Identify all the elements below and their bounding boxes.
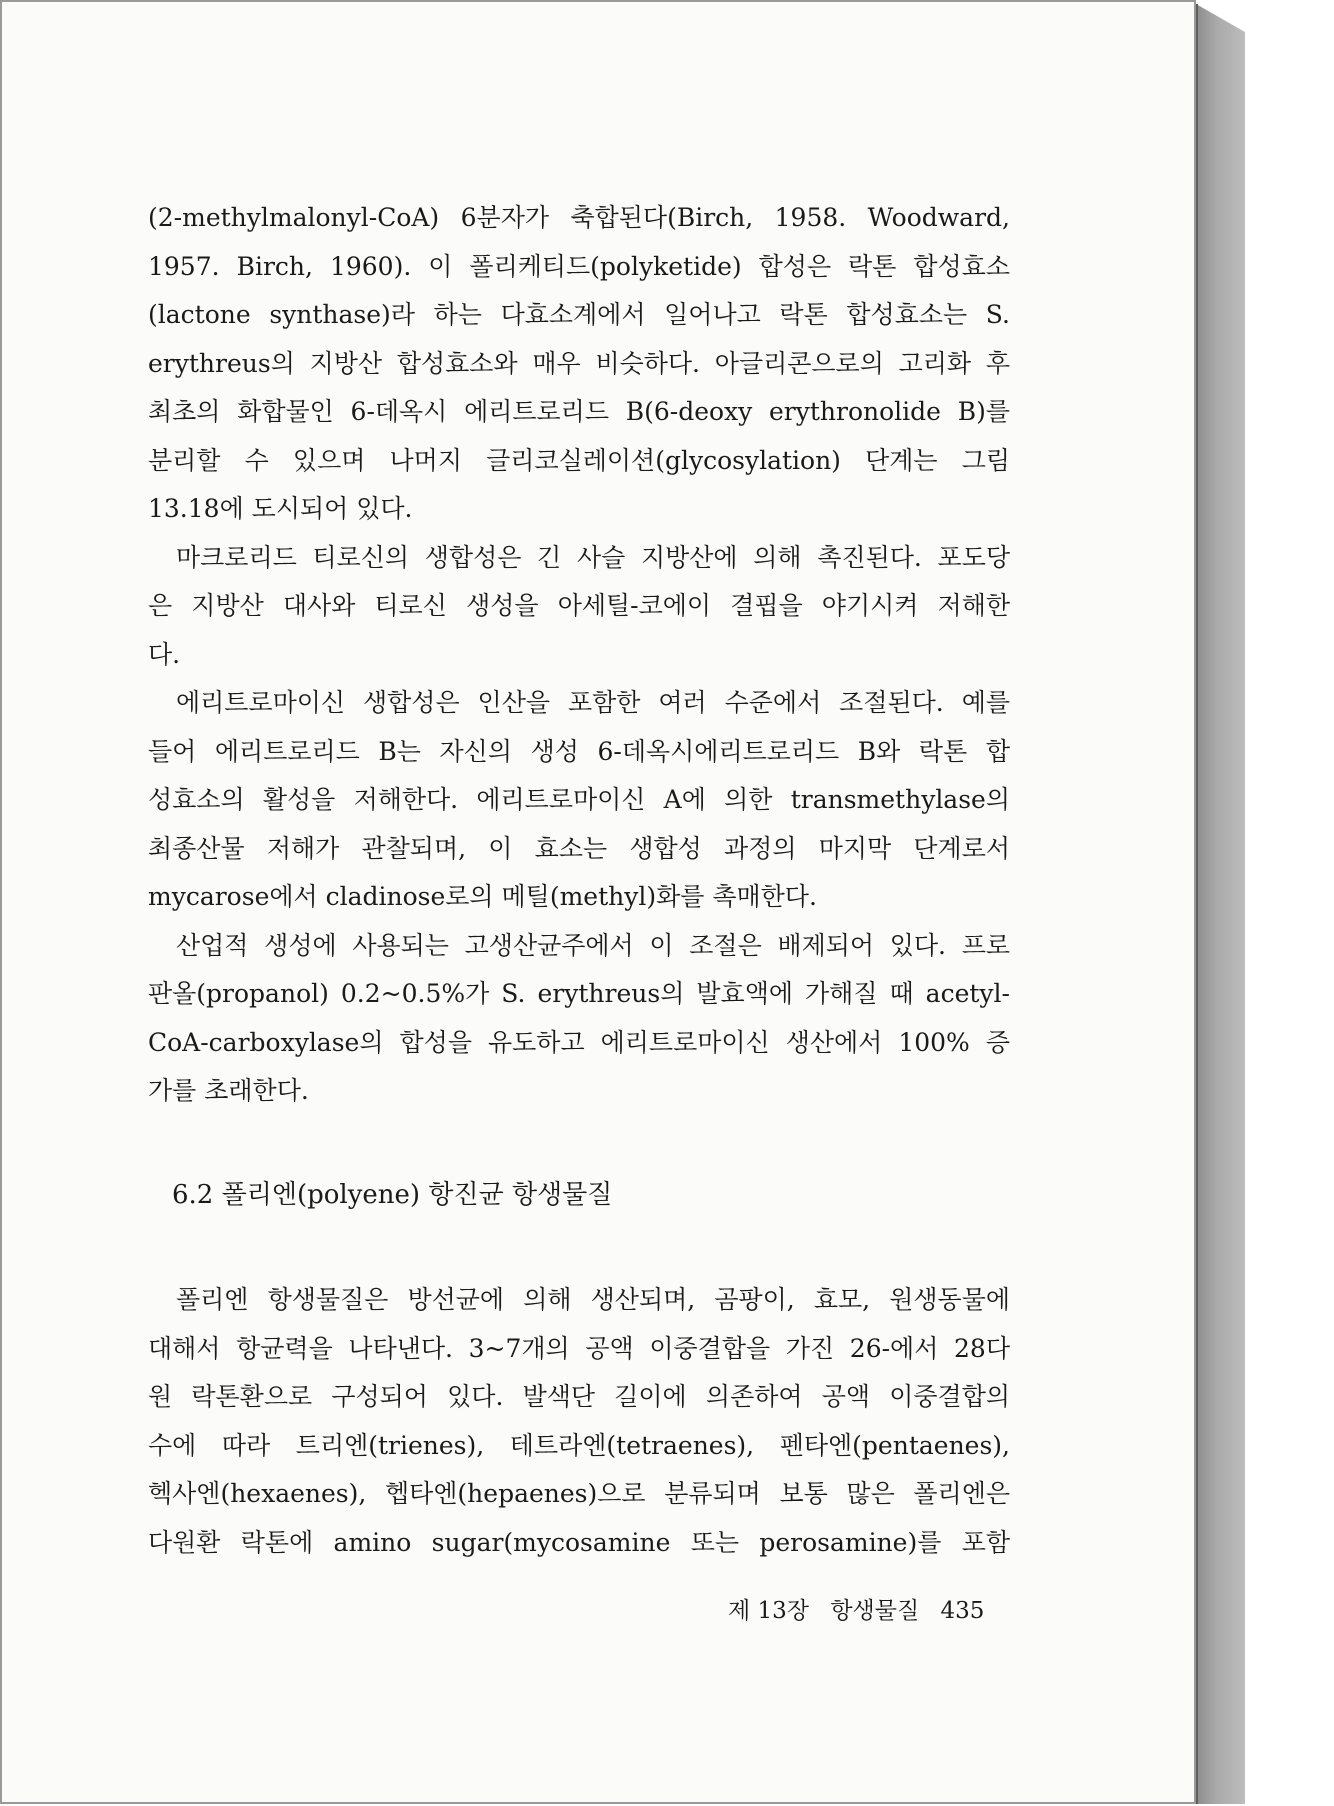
text-line: 산업적 생성에 사용되는 고생산균주에서 이 조절은 배제되어 있다. 프로 <box>176 930 1010 960</box>
text-line: 가를 초래한다. <box>148 1076 309 1105</box>
text-line: mycarose에서 cladinose로의 메틸(methyl)화를 촉매한다. <box>148 882 817 911</box>
book-edge <box>1196 4 1245 1804</box>
text-line: 들어 에리트로리드 B는 자신의 생성 6-데옥시에리트로리드 B와 락톤 합 <box>148 736 1010 766</box>
text-line: erythreus의 지방산 합성효소와 매우 비슷하다. 아글리콘으로의 고리화 후 <box>148 348 1010 378</box>
text-line: 성효소의 활성을 저해한다. 에리트로마이신 A에 의한 transmethylase의 <box>148 785 1010 814</box>
text-line: 다. <box>148 639 181 669</box>
body-text-lower <box>148 1276 1010 1567</box>
text-line: 다원환 락톤에 amino sugar(mycosamine 또는 perosamine)를 포함 <box>148 1527 1010 1557</box>
text-line: 마크로리드 티로신의 생합성은 긴 사슬 지방산에 의해 촉진된다. 포도당 <box>176 542 1010 572</box>
text-line: 판올(propanol) 0.2~0.5%가 S. erythreus의 발효액에 가해질 때 acetyl- <box>148 979 1010 1008</box>
text-line: CoA-carboxylase의 합성을 유도하고 에리트로마이신 생산에서 100% 증 <box>148 1027 1010 1057</box>
text-line: 13.18에 도시되어 있다. <box>148 494 413 523</box>
section-heading: 6.2 폴리엔(polyene) 항진균 항생물질 <box>172 1180 613 1210</box>
text-line: 원 락톤환으로 구성되어 있다. 발색단 길이에 의존하여 공액 이중결합의 <box>148 1382 1010 1411</box>
page-number: 435 <box>940 1598 985 1624</box>
page-footer <box>728 1592 984 1625</box>
text-line: 최종산물 저해가 관찰되며, 이 효소는 생합성 과정의 마지막 단계로서 <box>148 833 1010 863</box>
body-text-upper <box>148 194 1010 1116</box>
text-line: 은 지방산 대사와 티로신 생성을 아세틸-코에이 결핍을 야기시켜 저해한 <box>148 591 1010 620</box>
text-line: 수에 따라 트리엔(trienes), 테트라엔(tetraenes), 펜타엔(pentaenes), <box>148 1430 1010 1460</box>
text-line: (lactone synthase)라 하는 다효소계에서 일어나고 락톤 합성효소는 S. <box>148 300 1010 329</box>
text-line: (2-methylmalonyl-CoA) 6분자가 축합된다(Birch, 1958. Woodward, <box>148 203 1010 232</box>
text-line: 폴리엔 항생물질은 방선균에 의해 생산되며, 곰팡이, 효모, 원생동물에 <box>176 1285 1010 1314</box>
text-line: 대해서 항균력을 나타낸다. 3~7개의 공액 이중결합을 가진 26-에서 28다 <box>148 1333 1010 1363</box>
text-line: 에리트로마이신 생합성은 인산을 포함한 여러 수준에서 조절된다. 예를 <box>176 688 1010 717</box>
footer-chapter: 제 13장 <box>728 1598 810 1624</box>
footer-title: 항생물질 <box>830 1598 920 1624</box>
text-line: 1957. Birch, 1960). 이 폴리케티드(polyketide) 합성은 락톤 합성효소 <box>148 251 1010 281</box>
text-line: 분리할 수 있으며 나머지 글리코실레이션(glycosylation) 단계는 그림 <box>148 445 1010 475</box>
page-border <box>1196 4 1198 1804</box>
text-line: 최초의 화합물인 6-데옥시 에리트로리드 B(6-deoxy erythronolide B)를 <box>148 397 1010 426</box>
text-line: 헥사엔(hexaenes), 헵타엔(hepaenes)으로 분류되며 보통 많은 폴리엔은 <box>148 1479 1010 1508</box>
